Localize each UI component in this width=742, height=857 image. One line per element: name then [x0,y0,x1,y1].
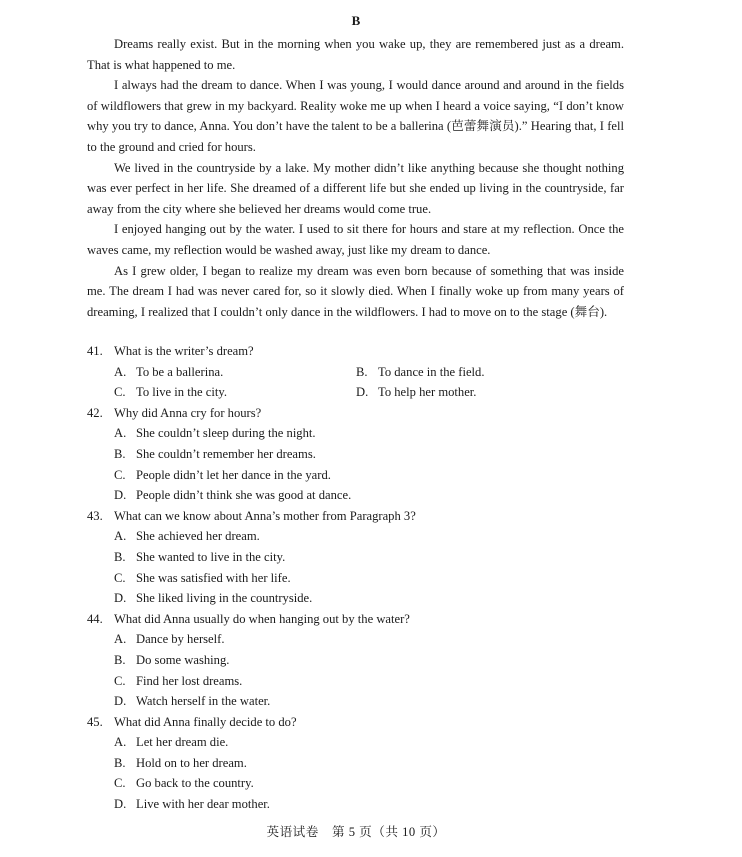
option-b[interactable] [87,547,647,568]
question-text: What can we know about Anna’s mother from Paragraph 3? [114,508,416,523]
question-number: 41. [87,344,103,358]
option-a[interactable] [87,526,647,547]
option-c[interactable] [87,382,356,403]
option-letter: B. [114,446,126,461]
question-41 [87,341,647,403]
passage-paragraph: Dreams really exist. But in the morning when you wake up, they are remembered just as a dream. That is what happened to me. [87,37,624,72]
question-text: What is the writer’s dream? [114,344,254,358]
option-letter: A. [114,632,127,647]
option-text: She achieved her dream. [136,529,260,544]
option-letter: B. [114,652,126,667]
option-c[interactable] [87,568,647,589]
option-letter: D. [114,488,127,503]
option-d[interactable] [87,691,647,712]
option-text: Find her lost dreams. [136,673,243,688]
option-letter: C. [114,385,126,400]
passage-paragraph: We lived in the countryside by a lake. My mother didn’t like anything because she thought nothing was ever perfect in her life. She dreamed of a different life but she ended up living in the countryside, far away from the city where she believed her dreams would come true. [87,160,624,216]
option-text: She was satisfied with her life. [136,570,291,585]
option-letter: A. [114,364,127,379]
option-a[interactable] [87,732,647,753]
option-text: She couldn’t remember her dreams. [136,446,316,461]
option-b[interactable] [87,753,647,774]
option-text: She couldn’t sleep during the night. [136,426,316,441]
option-letter: B. [356,364,368,379]
option-c[interactable] [87,671,647,692]
option-text: Live with her dear mother. [136,797,270,812]
option-letter: D. [114,797,127,812]
option-letter: B. [114,755,126,770]
question-45 [87,712,647,815]
option-text: To live in the city. [136,385,227,400]
option-letter: B. [114,549,126,564]
option-d[interactable] [87,794,647,815]
option-letter: C. [114,776,126,791]
question-number: 45. [87,714,103,729]
passage-paragraph: I always had the dream to dance. When I was young, I would dance around and around in the fields of wildflowers that grew in my backyard. Reality woke me up when I heard a voice saying, “I don’t know why you try to dance, Anna. You don’t have the talent to be a ballerina (芭蕾舞演员).” Hearing that, I fell to the ground and cried for hours. [87,78,624,154]
option-d[interactable] [356,382,616,403]
option-b[interactable] [87,444,647,465]
option-letter: D. [114,591,127,606]
option-b[interactable] [87,650,647,671]
option-b[interactable] [356,362,616,383]
question-stem [87,341,647,362]
option-letter: C. [114,570,126,585]
question-43 [87,506,647,609]
question-stem [87,609,647,630]
option-c[interactable] [87,465,647,486]
question-stem [87,506,647,527]
option-text: Do some washing. [136,652,230,667]
option-text: To help her mother. [378,385,477,400]
question-number: 44. [87,611,103,626]
page-footer: 英语试卷 第 5 页（共 10 页） [266,825,446,839]
question-44 [87,609,647,712]
question-stem [87,712,647,733]
option-text: Dance by herself. [136,632,225,647]
option-d[interactable] [87,485,647,506]
option-text: She liked living in the countryside. [136,591,313,606]
option-letter: A. [114,529,127,544]
option-text: To dance in the field. [378,364,485,379]
option-letter: C. [114,467,126,482]
option-text: Go back to the country. [136,776,254,791]
passage-paragraph: I enjoyed hanging out by the water. I used to sit there for hours and stare at my reflection. Once the waves came, my reflection would be washed away, just like my dream to dance. [87,222,624,257]
reading-passage [87,34,624,322]
option-text: Hold on to her dream. [136,755,247,770]
option-letter: A. [114,735,127,750]
option-text: She wanted to live in the city. [136,549,286,564]
option-text: People didn’t think she was good at dance. [136,488,352,503]
option-c[interactable] [87,773,647,794]
option-text: Let her dream die. [136,735,229,750]
question-number: 42. [87,405,103,420]
option-letter: D. [356,385,369,400]
option-letter: C. [114,673,126,688]
question-stem [87,403,647,424]
question-text: What did Anna usually do when hanging out by the water? [114,611,410,626]
question-42 [87,403,647,506]
option-a[interactable] [87,629,647,650]
option-grid [87,362,647,403]
question-text: What did Anna finally decide to do? [114,714,297,729]
option-a[interactable] [87,423,647,444]
option-a[interactable] [87,362,356,383]
option-text: Watch herself in the water. [136,694,271,709]
option-text: To be a ballerina. [136,364,224,379]
option-d[interactable] [87,588,647,609]
question-text: Why did Anna cry for hours? [114,405,262,420]
option-text: People didn’t let her dance in the yard. [136,467,331,482]
question-number: 43. [87,508,103,523]
question-list [87,341,647,815]
section-label: B [351,13,361,28]
passage-paragraph: As I grew older, I began to realize my dream was even born because of something that was inside me. The dream I had was never cared for, so it slowly died. When I finally woke up from many years of dreaming, I realized that I couldn’t only dance in the wildflowers. I had to move on to the stage (舞台). [87,263,624,319]
option-letter: A. [114,426,127,441]
option-letter: D. [114,694,127,709]
